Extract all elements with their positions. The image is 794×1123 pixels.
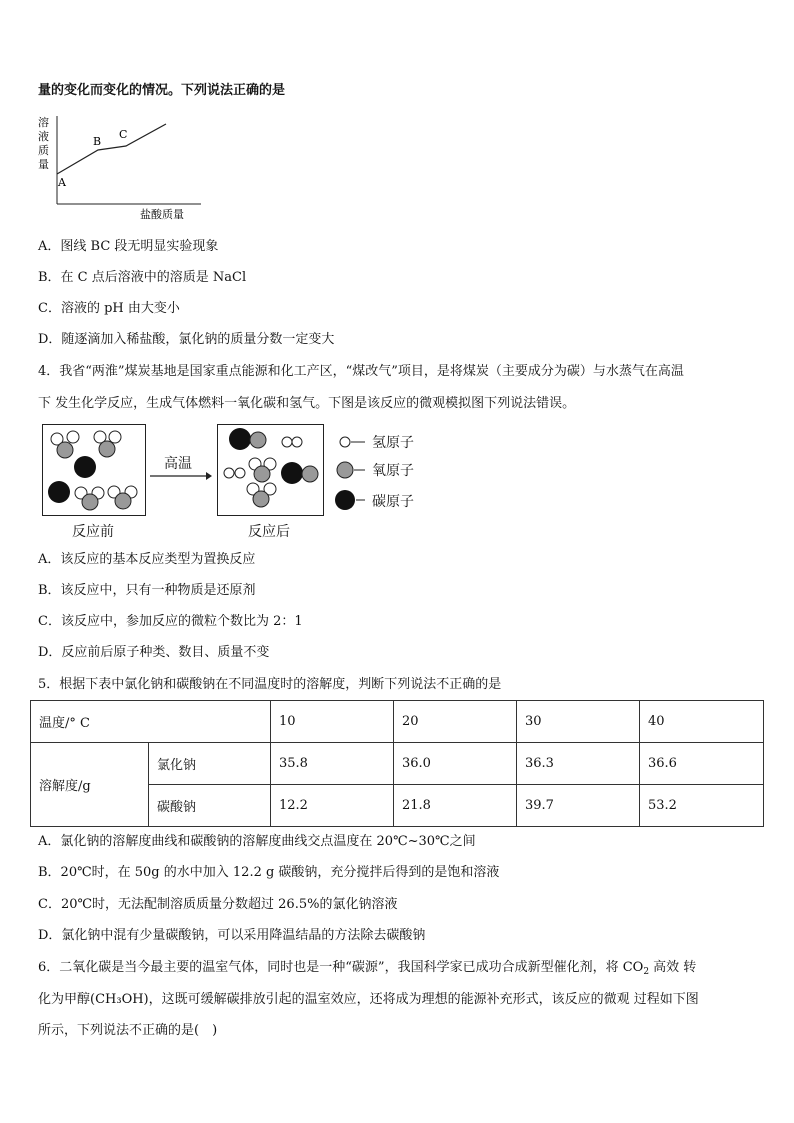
value-cell: 21.8 xyxy=(394,785,517,827)
carbon-atom xyxy=(74,456,96,478)
value-cell: 36.3 xyxy=(517,743,640,785)
q5-option-b: B．20℃时，在 50g 的水中加入 12.2 g 碳酸钠，充分搅拌后得到的是饱和溶液 xyxy=(38,865,500,880)
q3-option-b: B．在 C 点后溶液中的溶质是 NaCl xyxy=(38,270,247,285)
temp-header: 温度/° C xyxy=(31,701,271,743)
table-header-row xyxy=(31,701,764,743)
q5-stem: 5．根据下表中氯化钠和碳酸钠在不同温度时的溶解度，判断下列说法不正确的是 xyxy=(38,677,502,692)
q6-stem-line1 xyxy=(38,959,696,981)
value-cell: 53.2 xyxy=(640,785,764,827)
point-a-label: A xyxy=(58,176,66,189)
hydrogen-molecule xyxy=(282,437,302,447)
temp-cell: 20 xyxy=(394,701,517,743)
co-molecule xyxy=(229,428,266,450)
value-cell: 36.6 xyxy=(640,743,764,785)
q6-line1-b: 高效 转 xyxy=(649,960,697,975)
q3-option-d: D．随逐滴加入稀盐酸，氯化钠的质量分数一定变大 xyxy=(38,332,335,347)
q3-option-c: C．溶液的 pH 由大变小 xyxy=(38,301,180,316)
water-molecule xyxy=(94,431,121,457)
q4-option-d: D．反应前后原子种类、数目、质量不变 xyxy=(38,645,270,660)
point-c-label: C xyxy=(119,128,128,141)
intro-line: 量的变化而变化的情况。下列说法正确的是 xyxy=(38,83,286,98)
water-molecule xyxy=(249,458,276,482)
arrow-label: 高温 xyxy=(164,456,192,472)
q4-option-a: A．该反应的基本反应类型为置换反应 xyxy=(38,552,256,567)
hydrogen-molecule xyxy=(224,468,245,478)
q3-option-a: A．图线 BC 段无明显实验现象 xyxy=(38,239,219,254)
q4-stem-line1: 4．我省“两淮”煤炭基地是国家重点能源和化工产区，“煤改气”项目，是将煤炭（主要成分为碳）与水蒸气在高温 xyxy=(38,364,684,379)
before-box xyxy=(42,424,146,516)
legend-oxygen: 氧原子 xyxy=(372,463,414,479)
ylabel-char-2: 液 xyxy=(38,130,49,143)
temp-cell: 30 xyxy=(517,701,640,743)
q6-line1-sub: 2 xyxy=(643,967,650,977)
q4-stem-line2: 下 发生化学反应，生成气体燃料一氧化碳和氢气。下图是该反应的微观模拟图下列说法错误。 xyxy=(38,396,576,411)
water-molecule xyxy=(75,487,104,510)
q6-stem-line2: 化为甲醇(CH₃OH)，这既可缓解碳排放引起的温室效应，还将成为理想的能源补充形式，该反应的微观 过程如下图 xyxy=(38,992,699,1007)
q6-stem-line3: 所示，下列说法不正确的是( ) xyxy=(38,1023,218,1038)
after-molecules xyxy=(218,425,323,515)
temp-cell: 40 xyxy=(640,701,764,743)
water-molecule xyxy=(108,486,137,509)
co-molecule xyxy=(281,462,318,484)
ylabel-char-4: 量 xyxy=(38,158,49,171)
curve xyxy=(57,124,166,174)
carbon-atom xyxy=(48,481,70,503)
q5-option-a: A．氯化钠的溶解度曲线和碳酸钠的溶解度曲线交点温度在 20℃~30℃之间 xyxy=(38,834,476,849)
q6-line1-a: 6．二氧化碳是当今最主要的温室气体，同时也是一种“碳源”，我国科学家已成功合成新型催化剂，将 CO xyxy=(38,960,644,975)
solubility-label: 溶解度/g xyxy=(31,743,149,827)
before-label: 反应前 xyxy=(72,524,114,540)
legend-symbols xyxy=(334,430,368,514)
value-cell: 39.7 xyxy=(517,785,640,827)
ylabel-char-3: 质 xyxy=(38,144,49,157)
water-molecule xyxy=(247,483,276,507)
q5-option-d: D．氯化钠中混有少量碳酸钠，可以采用降温结晶的方法除去碳酸钠 xyxy=(38,928,426,943)
water-molecule xyxy=(51,431,79,458)
value-cell: 36.0 xyxy=(394,743,517,785)
q5-option-c: C．20℃时，无法配制溶质质量分数超过 26.5%的氯化钠溶液 xyxy=(38,897,398,912)
xlabel: 盐酸质量 xyxy=(140,208,184,221)
substance-name: 氯化钠 xyxy=(149,743,271,785)
reaction-arrow xyxy=(150,470,212,482)
table-row xyxy=(31,743,764,785)
q4-option-b: B．该反应中，只有一种物质是还原剂 xyxy=(38,583,256,598)
substance-name: 碳酸钠 xyxy=(149,785,271,827)
before-molecules xyxy=(43,425,145,515)
after-label: 反应后 xyxy=(248,524,290,540)
point-b-label: B xyxy=(93,135,102,148)
value-cell: 35.8 xyxy=(271,743,394,785)
solubility-table xyxy=(30,700,764,827)
solution-mass-graph xyxy=(36,112,206,222)
oxygen-legend-icon xyxy=(337,462,353,478)
carbon-legend-icon xyxy=(335,490,355,510)
legend-carbon: 碳原子 xyxy=(372,494,414,510)
value-cell: 12.2 xyxy=(271,785,394,827)
q4-option-c: C．该反应中，参加反应的微粒个数比为 2：1 xyxy=(38,614,303,629)
after-box xyxy=(217,424,324,516)
hydrogen-legend-icon xyxy=(340,437,350,447)
ylabel-char-1: 溶 xyxy=(38,116,49,129)
legend-hydrogen: 氢原子 xyxy=(372,435,414,451)
temp-cell: 10 xyxy=(271,701,394,743)
